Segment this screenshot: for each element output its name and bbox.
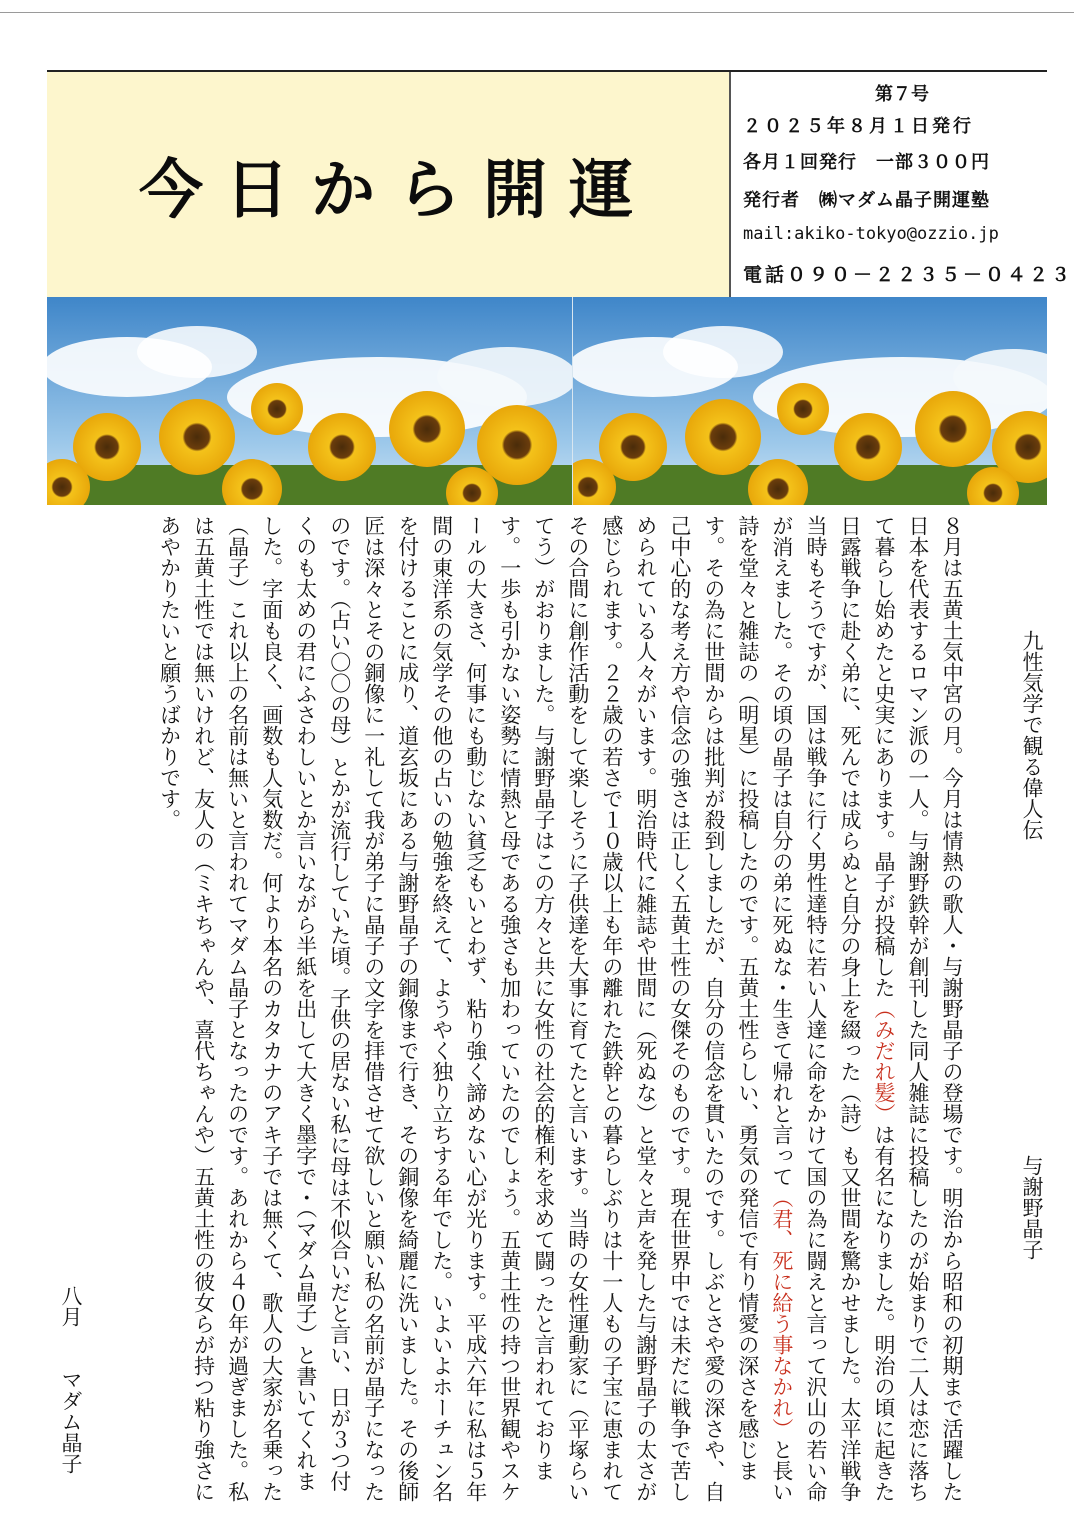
email: mail:akiko-tokyo@ozzio.jp [743, 224, 999, 244]
highlighted-title: （君、死に給う事なかれ） [769, 1187, 794, 1439]
issue-number: 第７号 [875, 84, 929, 105]
sunflower-photo-right [572, 297, 1047, 505]
phone: 電話０９０－２２３５－０４２３ [743, 264, 1074, 286]
author-signature: マダム晶子 [59, 1369, 83, 1474]
title-box [47, 72, 731, 297]
article-subject: 与謝野晶子 [1020, 1155, 1044, 1260]
publication-info [735, 72, 1074, 297]
body-paragraph: は有名になりました。明治の頃に起きた日露戦争に赴く弟に、死んでは成らぬと自分の身上を綴った（詩）も又世間を驚かせました。太平洋戦争当時もそうですが、国は戦争に行く男性達特に若い人達に命をかけて国の為に闘えと言って沢山の若い命が消えました。その頃の晶子は自分の弟に死ぬな・生きて帰れと言って [769, 515, 896, 1502]
section-title: 九性気学で観る偉人伝 [1020, 630, 1044, 840]
scan-edge [0, 0, 1074, 13]
month-sign: 八月 [59, 1285, 83, 1327]
body-paragraph: ８月は五黄土気中宮の月。今月は情熱の歌人・与謝野晶子の登場です。明治から昭和の初期まで活躍した日本を代表するロマン派の一人。与謝野鉄幹が創刊した同人雑誌に投稿したのが始まりで二人は恋に落ちて暮らし始めたと史実にあります。晶子が投稿した [871, 515, 964, 1502]
sunflower-photo-left [47, 297, 572, 505]
sunflower-banner [47, 297, 1047, 505]
body-paragraph: と長い詩を堂々と雑誌の（明星）に投稿したのです。五黄土性らしい、勇気の発信で有り情愛の深さを感じます。その為に世間からは批判が殺到しましたが、自分の信念を貫いたのです。しぶとさや愛の深さや、自己中心的な考え方や信念の強さは正しく五黄土性の女傑そのものです。現在世界中では未だに戦争で苦しめられている人々がいます。明治時代に雑誌や世間に（死ぬな）と堂々と声を発した与謝野晶子の太さが感じられます。２２歳の若さで１０歳以上も年の離れた鉄幹との暮らしぶりは十一人もの子宝に恵まれてその合間に創作活動をして楽しそうに子供達を大事に育てたと言います。当時の女性運動家に（平塚らいてう）がおりました。与謝野晶子はこの方々と共に女性の社会的権利を求めて闘ったと言われております。一歩も引かない姿勢に情熱と母である強さも加わっていたのでしょう。五黄土性の持つ世界観やスケールの大きさ、何事にも動じない貧乏もいとわず、粘り強く諦めない心が光ります。平成六年に私は５年間の東洋系の気学その他の占いの勉強を終えて、ようやく独り立ちする年でした。いよいよホーチュン名を付けることに成り、道玄坂にある与謝野晶子の銅像まで行き、その銅像を綺麗に洗いました。その後師匠は深々とその銅像に一礼して我が弟子に晶子の文字を拝借させて欲しいと願い私の名前が晶子になったのです。（占い〇〇の母）とかが流行していた頃。子供の居ない私に母は不似合いだと言い、日が３つ付くのも太めの君にふさわしいとか言いながら半紙を出して大きく墨字で・（マダム晶子）と書いてくれました。字面も良く、画数も人気数だ。何より本名のカタカナのアキ子では無くて、歌人の大家が名乗った（晶子）これ以上の名前は無いと言われてマダム晶子となったのです。あれから４０年が過ぎました。私は五黄土性では無いけれど、友人の（ミキちゃんや、喜代ちゃんや）五黄土性の彼女らが持つ粘り強さにあやかりたいと願うばかりです。 [157, 515, 794, 1502]
article [52, 515, 1047, 1505]
newsletter-title: 今日から開運 [139, 153, 655, 228]
masthead [47, 70, 1074, 298]
signature-block [56, 1285, 86, 1505]
publisher: 発行者 ㈱マダム晶子開運塾 [743, 190, 990, 211]
highlighted-title: （みだれ髪） [871, 998, 896, 1124]
article-body [52, 515, 969, 1505]
issue-date: ２０２５年８月１日発行 [743, 116, 974, 137]
frequency-price: 各月１回発行 一部３００円 [743, 152, 990, 173]
